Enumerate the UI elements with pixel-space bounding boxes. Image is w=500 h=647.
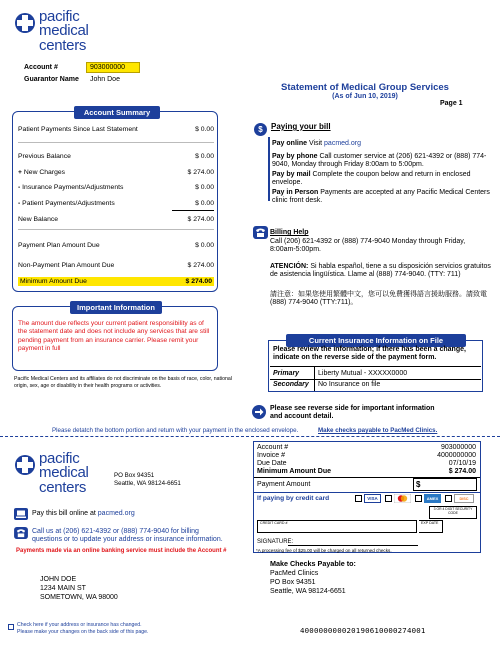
billing-help-text: Call (206) 621-4392 or (888) 774-9040 Monday through Friday, 8:00am-5:00pm.	[270, 238, 466, 254]
card-number-field[interactable]: CREDIT CARD #	[257, 520, 417, 533]
coupon-po-box: PO Box 94351	[114, 472, 155, 479]
coupon-account-label: Account #	[257, 444, 289, 451]
recipient-city: SOMETOWN, WA 98000	[40, 594, 118, 601]
discover-icon: DISC	[454, 494, 474, 503]
summary-divider	[18, 229, 214, 230]
address-change-line2: Please make your changes on the back side of this page.	[17, 629, 149, 635]
primary-insurance: Liberty Mutual - XXXXX0000	[318, 370, 408, 377]
credit-card-title: If paying by credit card	[257, 495, 330, 502]
insurance-title: Current Insurance Information on File	[286, 334, 466, 347]
coupon-due-date-label: Due Date	[257, 460, 287, 467]
insurance-rule	[270, 366, 481, 367]
phone-icon	[253, 226, 268, 239]
mastercard-icon	[394, 494, 411, 503]
summary-row: New Balance $ 274.00	[18, 216, 214, 223]
pay-online: Pay online Visit pacmed.org	[272, 140, 361, 147]
guarantor-name: John Doe	[90, 76, 120, 83]
statement-title: Statement of Medical Group Services	[281, 82, 449, 93]
logo-mark-icon	[14, 454, 36, 476]
amex-checkbox[interactable]	[415, 495, 422, 502]
payment-amount-field[interactable]: $	[413, 478, 477, 491]
guarantor-label: Guarantor Name	[24, 76, 79, 83]
signature-line[interactable]	[288, 545, 418, 546]
coupon-logo: pacific medical centers	[14, 452, 134, 502]
minimum-amount-due-row: Minimum Amount Due $ 274.00	[20, 278, 212, 285]
account-number: 903000000	[86, 62, 140, 73]
recipient-name: JOHN DOE	[40, 576, 77, 583]
visa-checkbox[interactable]	[355, 495, 362, 502]
primary-label: Primary	[273, 370, 300, 377]
online-banking-note: Payments made via an online banking service must include the Account #	[16, 548, 227, 554]
page-number: Page 1	[440, 100, 463, 107]
coupon-invoice-value: 4000000000	[437, 452, 476, 459]
pay-online-link[interactable]: pacmed.org	[324, 140, 361, 147]
security-code-field[interactable]: 3 OR 4 DIGIT SECURITY CODE	[429, 506, 477, 519]
payable-po: PO Box 94351	[270, 579, 316, 586]
mastercard-checkbox[interactable]	[385, 495, 392, 502]
payment-amount-label: Payment Amount	[257, 481, 311, 488]
pay-phone: Pay by phone Call customer service at (206) 621-4392 or (888) 774-9040, Monday through Friday 8:00am to 5:00pm.	[272, 153, 487, 169]
coupon-invoice-label: Invoice #	[257, 452, 286, 459]
subtotal-rule	[172, 210, 214, 211]
account-summary-title: Account Summary	[74, 106, 160, 119]
secondary-label: Secondary	[273, 381, 309, 388]
coupon-account-value: 903000000	[440, 444, 476, 451]
reverse-side-note: Please see reverse side for important information and account detail.	[270, 405, 435, 421]
detach-note: Please detatch the bottom portion and return with your payment in the enclosed envelope.	[52, 427, 299, 434]
pay-in-person: Pay in Person Payments are accepted at any Pacific Medical Centers clinic front desk.	[272, 189, 490, 205]
nondiscrimination-notice: Pacific Medical Centers and its affiliates do not discriminate on the basis of race, color, national origin, sex, age or disability in their health programs or activities.	[14, 376, 232, 389]
summary-row: - Patient Payments/Adjustments $ 0.00	[18, 200, 214, 207]
insurance-col-rule	[314, 366, 315, 391]
address-change-checkbox[interactable]	[8, 624, 14, 630]
coupon-min-due-value: $ 274.00	[448, 468, 476, 475]
processing-fee-note: *A processing fee of $25.00 will be charged on all returned checks.	[256, 548, 392, 553]
signature-label: SIGNATURE:	[257, 539, 294, 545]
important-info-title: Important Information	[70, 301, 162, 314]
amex-icon: AMEX	[424, 494, 441, 503]
logo: pacific medical centers	[14, 10, 134, 60]
account-label: Account #	[24, 64, 58, 71]
coupon-city: Seattle, WA 98124-6651	[114, 480, 181, 487]
insurance-instructions: Please review the information; if there has been a change, indicate on the reverse side of the payment form.	[273, 346, 466, 362]
chinese-notice: 請注意：如果您使用繁體中文，您可以免費獲得語言援助服務。請致電 (888) 774-9040 (TTY:711)。	[270, 291, 487, 307]
pay-bill-bar	[268, 137, 270, 201]
payable-name: PacMed Clinics	[270, 570, 319, 577]
coupon-pay-online-link[interactable]: pacmed.org	[97, 510, 135, 517]
insurance-rule	[270, 379, 481, 380]
paying-bill-title: Paying your bill	[271, 122, 331, 131]
scanline: 400000000020190610000274001	[300, 626, 426, 635]
exp-date-field[interactable]: EXP DATE	[419, 520, 443, 533]
checks-payable-note: Make checks payable to PacMed Clinics.	[318, 427, 438, 434]
summary-row: Previous Balance $ 0.00	[18, 153, 214, 160]
recipient-street: 1234 MAIN ST	[40, 585, 86, 592]
address-change-line1: Check here if your address or insurance has changed.	[17, 622, 142, 628]
summary-row: Patient Payments Since Last Statement $ 0.00	[18, 126, 214, 133]
perforation-line	[0, 436, 500, 437]
phone-icon	[14, 527, 28, 539]
statement-date: (As of Jun 10, 2019)	[332, 93, 398, 100]
coupon-rule	[254, 492, 480, 493]
summary-row: Non-Payment Plan Amount Due $ 274.00	[18, 262, 214, 269]
visa-icon: VISA	[364, 494, 381, 503]
summary-divider	[18, 142, 214, 143]
summary-row: - Insurance Payments/Adjustments $ 0.00	[18, 184, 214, 191]
payable-title: Make Checks Payable to:	[270, 559, 356, 568]
coupon-due-date-value: 07/10/19	[448, 460, 476, 467]
coupon-min-due-label: Minimum Amount Due	[257, 468, 332, 475]
important-info-text: The amount due reflects your current patient responsibility as of the statement date and does not include any services that are still pending payment from an insurance carrier. Please remit your payment in full	[18, 320, 210, 352]
laptop-icon	[14, 508, 28, 520]
spanish-notice: ATENCIÓN: Si habla español, tiene a su disposición servicios gratuitos de asistencia lingüística. Llame al (888) 774-9040. (TTY: 711)	[270, 263, 491, 279]
payable-city: Seattle, WA 98124-6651	[270, 588, 346, 595]
coupon-pay-online: Pay this bill online at pacmed.org	[32, 510, 135, 517]
logo-mark-icon	[14, 12, 36, 34]
pay-mail: Pay by mail Complete the coupon below and return in enclosed envelope.	[272, 171, 471, 187]
coupon-call-text: Call us at (206) 621-4392 or (888) 774-9040 for billing questions or to update your address or insurance information.	[32, 528, 223, 544]
summary-row: Payment Plan Amount Due $ 0.00	[18, 242, 214, 249]
billing-help-title: Billing Help	[270, 229, 309, 236]
summary-row: + New Charges $ 274.00	[18, 169, 214, 176]
secondary-insurance: No Insurance on file	[318, 381, 381, 388]
arrow-right-icon	[252, 405, 266, 419]
dollar-icon: $	[254, 123, 267, 136]
discover-checkbox[interactable]	[445, 495, 452, 502]
